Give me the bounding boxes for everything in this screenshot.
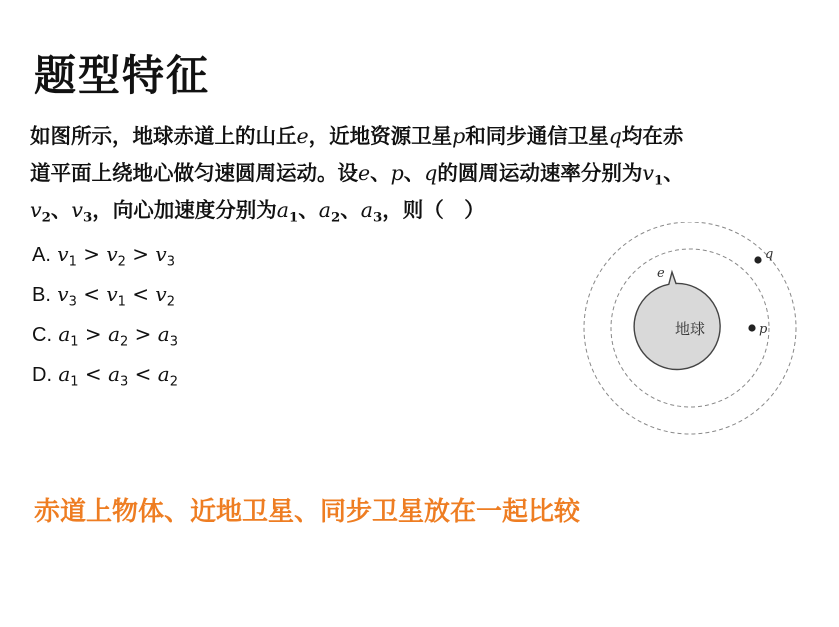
option-a[interactable]: A. $v_1 > v_2 > v_3$ <box>32 242 176 270</box>
stem-line-3: $v_2$、$v_3$，向心加速度分别为$a_1$、$a_2$、$a_3$，则（ ） <box>30 198 485 226</box>
option-d[interactable]: D. $a_1 < a_3 < a_2$ <box>32 362 178 390</box>
comparison-hint: 赤道上物体、近地卫星、同步卫星放在一起比较 <box>34 497 581 527</box>
orbit-diagram <box>562 222 824 444</box>
question-stem <box>30 118 820 229</box>
near-satellite-label: p <box>759 322 768 337</box>
page-title: 题型特征 <box>34 51 211 100</box>
stem-line-1: 如图所示，地球赤道上的山丘e，近地资源卫星p和同步通信卫星q均在赤 <box>30 124 684 148</box>
near-satellite-p <box>748 324 755 331</box>
answer-options <box>32 236 452 396</box>
hill-label: e <box>657 266 665 281</box>
stem-line-2: 道平面上绕地心做匀速圆周运动。设e、p、q的圆周运动速率分别为$v_1$、 <box>30 161 684 189</box>
option-c[interactable]: C. $a_1 > a_2 > a_3$ <box>32 322 178 350</box>
earth-label: 地球 <box>674 321 706 338</box>
option-b[interactable]: B. $v_3 < v_1 < v_2$ <box>32 282 176 310</box>
sync-satellite-label: q <box>765 247 774 262</box>
sync-satellite-q <box>754 256 761 263</box>
